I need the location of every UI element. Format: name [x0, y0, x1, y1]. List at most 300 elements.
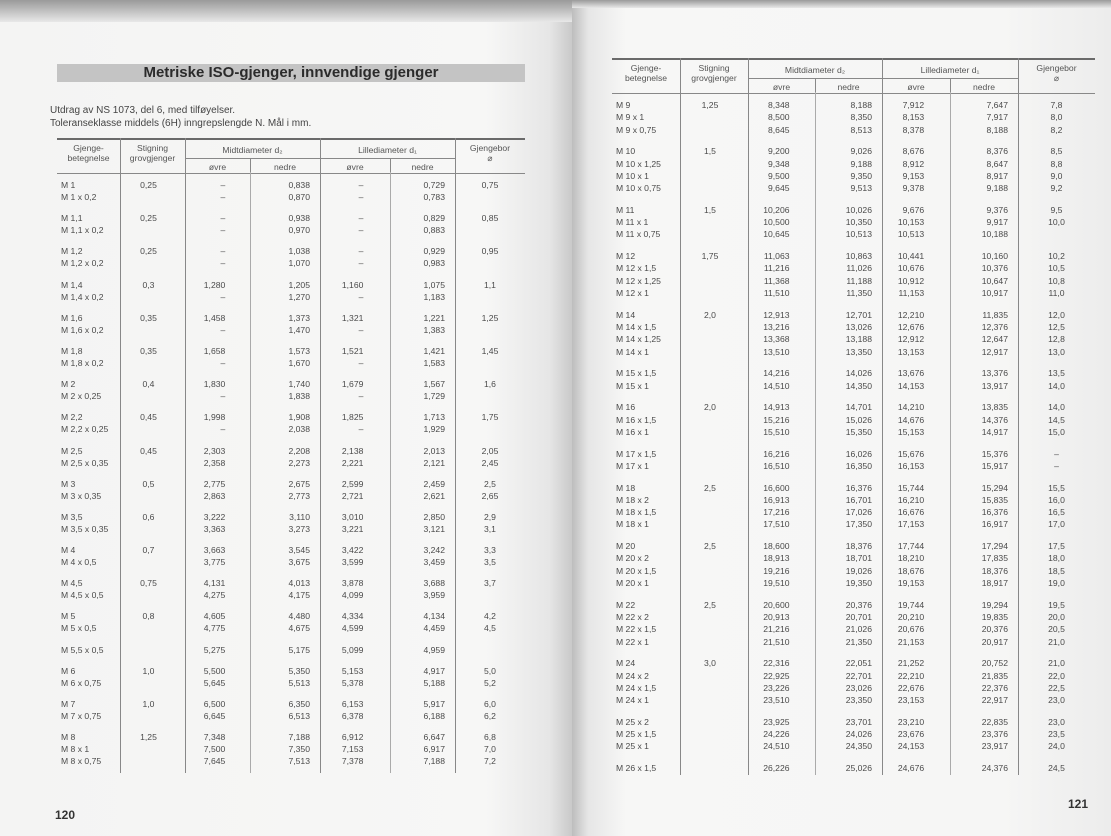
header-pitch-diameter: Midtdiameter d₂ — [784, 65, 846, 75]
table-row — [612, 426, 1095, 438]
column-divider — [390, 172, 391, 773]
pitch-dia-lower: 11,188 — [846, 275, 872, 286]
header-minor-diameter: Lillediameter d₁ — [920, 65, 980, 75]
thread-pitch: 0,25 — [140, 246, 157, 257]
thread-designation: M 10 x 1,25 — [616, 158, 661, 169]
thread-group — [612, 99, 1095, 145]
thread-designation: M 25 x 2 — [616, 716, 649, 727]
thread-designation: M 3,5 — [61, 511, 83, 522]
pitch-dia-lower: 5,175 — [288, 644, 310, 655]
thread-pitch: 1,25 — [701, 100, 719, 110]
thread-group — [612, 657, 1095, 716]
thread-designation: M 17 x 1 — [616, 460, 649, 471]
pitch-dia-upper: 9,500 — [768, 170, 790, 181]
pitch-dia-lower: 5,513 — [288, 677, 310, 688]
table-row — [612, 170, 1095, 182]
tap-drill: 21,0 — [1048, 658, 1065, 669]
tap-drill: 6,0 — [484, 699, 496, 709]
pitch-dia-upper: 4,275 — [203, 590, 226, 601]
thread-pitch: 1,5 — [704, 146, 716, 157]
table-row — [612, 518, 1095, 530]
minor-dia-upper: – — [358, 246, 364, 257]
minor-dia-upper: 15,153 — [897, 426, 925, 437]
minor-dia-lower: 2,121 — [423, 457, 445, 468]
pitch-dia-lower: 1,740 — [288, 379, 310, 390]
tap-drill: 23,0 — [1048, 695, 1065, 706]
minor-dia-upper: 8,153 — [902, 112, 925, 123]
page-title: Metriske ISO-gjenger, innvendige gjenger — [57, 64, 525, 82]
pitch-dia-lower: 23,350 — [845, 695, 872, 706]
header-designation: betegnelse — [624, 73, 668, 83]
tap-drill: 17,0 — [1048, 519, 1065, 530]
minor-dia-lower: 10,188 — [981, 229, 1008, 240]
thread-pitch: 0,45 — [140, 412, 157, 423]
pitch-dia-lower: 22,701 — [845, 670, 872, 681]
minor-dia-upper: 20,676 — [897, 624, 925, 635]
thread-pitch: 0,3 — [142, 279, 155, 290]
minor-dia-upper: – — [358, 424, 364, 435]
thread-group — [612, 401, 1095, 447]
thread-pitch: 0,75 — [140, 578, 157, 589]
pitch-dia-lower: 21,350 — [845, 636, 872, 647]
pitch-dia-lower: 13,026 — [845, 322, 872, 333]
minor-dia-upper: 2,138 — [341, 445, 364, 456]
table-row — [612, 552, 1095, 564]
thread-designation: M 24 x 2 — [616, 670, 649, 681]
minor-dia-lower: 23,376 — [981, 729, 1008, 740]
thread-designation: M 18 x 1 — [616, 519, 649, 530]
pitch-dia-lower: 13,188 — [845, 334, 872, 345]
table-row — [612, 716, 1095, 728]
minor-dia-upper: 3,599 — [341, 557, 364, 568]
tap-drill: 3,1 — [484, 523, 496, 534]
minor-dia-lower: 13,835 — [981, 402, 1008, 413]
table-row — [612, 99, 1095, 111]
minor-dia-lower: 22,917 — [981, 695, 1008, 706]
minor-dia-lower: 20,376 — [981, 624, 1008, 635]
pitch-dia-lower: 7,188 — [288, 732, 310, 743]
pitch-dia-lower: 3,273 — [288, 523, 310, 534]
thread-designation: M 4 — [61, 545, 76, 556]
tap-drill: 3,7 — [484, 578, 496, 589]
header-pitch: grovgjenger — [691, 73, 737, 83]
tap-drill: 6,8 — [484, 732, 496, 743]
pitch-dia-upper: 6,645 — [203, 711, 226, 721]
thread-designation: M 24 — [616, 658, 636, 669]
minor-dia-lower: 4,917 — [423, 665, 445, 676]
pitch-dia-upper: – — [220, 246, 226, 257]
thread-designation: M 22 x 1 — [616, 636, 649, 647]
minor-dia-lower: 6,917 — [423, 744, 445, 755]
minor-dia-upper: 9,676 — [902, 204, 925, 215]
pitch-dia-lower: 21,026 — [845, 624, 872, 635]
header-lower: nedre — [274, 162, 296, 172]
pitch-dia-upper: 14,510 — [763, 380, 790, 391]
header-designation: betegnelse — [67, 153, 110, 163]
thread-group — [612, 204, 1095, 250]
thread-pitch: 2,5 — [704, 541, 716, 552]
minor-dia-upper: 4,099 — [341, 590, 364, 601]
tap-drill: 9,2 — [1050, 183, 1063, 194]
pitch-dia-upper: 15,510 — [763, 426, 790, 437]
pitch-dia-upper: 3,222 — [203, 511, 226, 522]
pitch-dia-lower: 25,026 — [845, 763, 872, 774]
tap-drill: 21,0 — [1048, 636, 1065, 647]
thread-designation: M 4,5 — [61, 578, 83, 589]
minor-dia-lower: 5,917 — [423, 699, 445, 709]
pitch-dia-upper: – — [220, 258, 226, 269]
table-row — [612, 262, 1095, 274]
thread-designation: M 16 — [616, 402, 636, 413]
thread-designation: M 1,2 — [61, 246, 83, 257]
pitch-dia-lower: 8,350 — [850, 112, 872, 123]
minor-dia-lower: 9,188 — [986, 183, 1008, 194]
thread-designation: M 22 x 2 — [616, 612, 649, 622]
pitch-dia-upper: 24,510 — [763, 741, 790, 752]
minor-dia-lower: 1,075 — [423, 279, 445, 290]
thread-pitch: 3,0 — [704, 658, 716, 669]
tap-drill: 2,9 — [484, 511, 496, 522]
thread-pitch: 0,45 — [140, 445, 157, 456]
pitch-dia-lower: 16,701 — [845, 494, 872, 505]
thread-designation: M 24 x 1 — [616, 695, 649, 706]
minor-dia-lower: 1,421 — [423, 345, 445, 356]
minor-dia-lower: 15,294 — [981, 482, 1008, 493]
minor-dia-upper: 2,599 — [341, 478, 364, 489]
tap-drill: 10,5 — [1048, 263, 1065, 274]
pitch-dia-upper: 13,510 — [763, 346, 790, 357]
thread-designation: M 26 x 1,5 — [616, 763, 657, 774]
thread-designation: M 20 x 2 — [616, 553, 649, 564]
pitch-dia-lower: 2,773 — [288, 490, 310, 501]
thread-group — [612, 145, 1095, 204]
minor-dia-upper: 9,378 — [902, 183, 925, 194]
thread-designation: M 3,5 x 0,35 — [61, 523, 109, 534]
thread-designation: M 25 x 1,5 — [616, 729, 657, 740]
pitch-dia-lower: 10,026 — [845, 204, 872, 215]
thread-designation: M 16 x 1,5 — [616, 414, 657, 425]
thread-designation: M 9 x 0,75 — [616, 124, 657, 135]
minor-dia-lower: 16,376 — [981, 507, 1008, 518]
minor-dia-lower: 6,647 — [423, 732, 445, 743]
pitch-dia-lower: 14,026 — [845, 368, 872, 379]
pitch-dia-lower: 20,376 — [845, 599, 872, 610]
pitch-dia-upper: 10,500 — [763, 217, 790, 228]
tap-drill: 15,0 — [1048, 426, 1065, 437]
minor-dia-upper: 2,221 — [341, 457, 364, 468]
minor-dia-lower: 20,752 — [981, 658, 1008, 669]
pitch-dia-lower: 15,026 — [845, 414, 872, 425]
tap-drill: 4,5 — [484, 623, 496, 634]
header-designation: Gjenge- — [73, 143, 104, 153]
minor-dia-upper: – — [358, 192, 364, 202]
tap-drill: 19,5 — [1048, 599, 1065, 610]
minor-dia-lower: 2,013 — [423, 445, 445, 456]
minor-dia-upper: 12,912 — [897, 334, 925, 345]
minor-dia-lower: 8,917 — [986, 170, 1008, 181]
pitch-dia-upper: – — [220, 213, 226, 224]
tap-drill: 0,75 — [481, 180, 499, 190]
thread-designation: M 20 x 1,5 — [616, 565, 657, 576]
column-divider — [950, 92, 951, 775]
table-row — [612, 599, 1095, 611]
pitch-dia-upper: 16,913 — [763, 494, 790, 505]
tap-drill: 2,65 — [481, 490, 499, 501]
thread-designation: M 1 — [61, 180, 76, 190]
pitch-dia-upper: 2,863 — [203, 490, 226, 501]
thread-designation: M 22 x 1,5 — [616, 624, 657, 635]
minor-dia-lower: 5,188 — [423, 677, 445, 688]
header-drill: Gjengebor — [1036, 63, 1077, 73]
minor-dia-upper: – — [358, 213, 364, 224]
minor-dia-lower: 1,713 — [423, 412, 445, 423]
thread-designation: M 11 x 1 — [616, 217, 649, 228]
pitch-dia-lower: 4,675 — [288, 623, 310, 634]
minor-dia-upper: 7,912 — [902, 100, 925, 110]
pitch-dia-lower: 4,480 — [288, 611, 310, 622]
header-pitch-diameter: Midtdiameter d₂ — [222, 145, 283, 155]
tap-drill: 7,2 — [484, 756, 496, 767]
thread-designation: M 2,5 x 0,35 — [61, 457, 109, 468]
tap-drill: 17,5 — [1048, 541, 1065, 552]
minor-dia-upper: 22,676 — [897, 682, 925, 693]
pitch-dia-upper: 9,645 — [768, 183, 790, 194]
column-divider — [680, 58, 681, 775]
minor-dia-lower: 1,929 — [423, 424, 445, 435]
minor-dia-upper: 21,252 — [897, 658, 925, 669]
tap-drill: 1,75 — [481, 412, 499, 423]
tap-drill: 22,5 — [1048, 682, 1065, 693]
minor-dia-lower: 4,134 — [423, 611, 445, 622]
minor-dia-lower: 14,917 — [981, 426, 1008, 437]
thread-designation: M 15 x 1,5 — [616, 368, 657, 379]
table-row — [612, 275, 1095, 287]
pitch-dia-lower: 9,188 — [850, 158, 872, 169]
minor-dia-lower: 21,835 — [981, 670, 1008, 681]
minor-dia-lower: 10,917 — [981, 288, 1008, 299]
minor-dia-upper: 6,912 — [341, 732, 364, 743]
tap-drill: 1,6 — [484, 379, 496, 390]
minor-dia-upper: 10,513 — [897, 229, 925, 240]
tap-drill: 8,2 — [1050, 124, 1063, 135]
minor-dia-upper: 8,378 — [902, 124, 925, 135]
page-number: 120 — [55, 808, 76, 822]
minor-dia-lower: 6,188 — [423, 711, 445, 721]
minor-dia-lower: 1,383 — [423, 324, 445, 335]
thread-pitch: 2,5 — [704, 599, 716, 610]
pitch-dia-lower: 9,026 — [850, 146, 872, 157]
table-row — [612, 740, 1095, 752]
tap-drill: 23,0 — [1048, 716, 1065, 727]
thread-designation: M 24 x 1,5 — [616, 682, 657, 693]
tap-drill: 8,8 — [1050, 158, 1063, 169]
thread-table-left — [57, 138, 525, 776]
pitch-dia-upper: – — [220, 225, 226, 236]
minor-dia-lower: 19,294 — [981, 599, 1008, 610]
pitch-dia-upper: 23,925 — [763, 716, 790, 727]
pitch-dia-upper: 12,913 — [763, 309, 790, 320]
pitch-dia-lower: 16,376 — [845, 482, 872, 493]
pitch-dia-lower: 0,870 — [288, 192, 310, 202]
table-row — [612, 346, 1095, 358]
header-pitch: Stigning — [136, 143, 169, 153]
minor-dia-lower: 13,917 — [981, 380, 1008, 391]
header-drill-symbol: ⌀ — [487, 153, 493, 163]
thread-designation: M 14 — [616, 309, 636, 320]
pitch-dia-lower: 19,350 — [845, 578, 872, 589]
column-divider — [815, 92, 816, 775]
thread-pitch: 2,0 — [704, 402, 716, 413]
pitch-dia-upper: – — [220, 291, 226, 302]
pitch-dia-upper: 23,226 — [763, 682, 790, 693]
thread-designation: M 2 x 0,25 — [61, 391, 102, 402]
minor-dia-upper: 23,210 — [897, 716, 925, 727]
pitch-dia-lower: 3,110 — [289, 511, 310, 522]
pitch-dia-lower: 2,675 — [288, 478, 310, 489]
tap-drill: 22,0 — [1048, 670, 1065, 681]
minor-dia-lower: 7,188 — [423, 756, 445, 767]
table-row — [612, 309, 1095, 321]
minor-dia-upper: 18,210 — [897, 553, 925, 564]
header-minor-diameter: Lillediameter d₁ — [358, 145, 417, 155]
minor-dia-lower: 1,567 — [423, 379, 445, 390]
pitch-dia-lower: 23,701 — [845, 716, 872, 727]
header-drill: Gjengebor — [469, 143, 511, 153]
pitch-dia-upper: – — [220, 424, 226, 435]
minor-dia-lower: 23,917 — [981, 741, 1008, 752]
table-row — [612, 762, 1095, 774]
table-row — [612, 611, 1095, 623]
pitch-dia-upper: 9,200 — [768, 146, 790, 157]
minor-dia-upper: 8,912 — [902, 158, 925, 169]
thread-pitch: 0,5 — [142, 478, 155, 489]
pitch-dia-lower: 1,070 — [288, 258, 310, 269]
table-row — [612, 577, 1095, 589]
thread-table-right — [612, 58, 1095, 784]
minor-dia-upper: 17,744 — [897, 541, 925, 552]
tap-drill: 2,5 — [484, 478, 496, 489]
table-row — [612, 506, 1095, 518]
thread-designation: M 1 x 0,2 — [61, 192, 97, 202]
minor-dia-upper: – — [358, 225, 364, 236]
pitch-dia-lower: 0,970 — [288, 225, 310, 236]
pitch-dia-upper: 11,368 — [763, 275, 790, 286]
pitch-dia-upper: 18,913 — [763, 553, 790, 564]
pitch-dia-upper: – — [220, 357, 226, 368]
minor-dia-upper: 23,153 — [897, 695, 925, 706]
pitch-dia-lower: 20,701 — [845, 612, 872, 622]
pitch-dia-upper: 14,216 — [763, 368, 790, 379]
tap-drill: 13,0 — [1048, 346, 1065, 357]
minor-dia-lower: 4,959 — [423, 644, 445, 655]
table-row — [612, 145, 1095, 157]
header-pitch: Stigning — [698, 63, 730, 73]
minor-dia-lower: 3,242 — [423, 545, 445, 556]
pitch-dia-upper: 8,645 — [768, 124, 790, 135]
pitch-dia-lower: 16,350 — [845, 460, 872, 471]
pitch-dia-upper: 22,925 — [763, 670, 790, 681]
pitch-dia-upper: 10,206 — [763, 204, 790, 215]
thread-group — [612, 367, 1095, 401]
minor-dia-upper: – — [358, 291, 364, 302]
pitch-dia-upper: 20,913 — [763, 612, 790, 622]
thread-designation: M 4,5 x 0,5 — [61, 590, 104, 601]
pitch-dia-upper: 3,775 — [203, 557, 226, 568]
thread-designation: M 18 — [616, 482, 636, 493]
pitch-dia-lower: 6,350 — [288, 699, 310, 709]
pitch-dia-lower: 24,026 — [845, 729, 872, 740]
table-row — [612, 287, 1095, 299]
thread-designation: M 3 x 0,35 — [61, 490, 102, 501]
thread-designation: M 7 x 0,75 — [61, 711, 102, 721]
minor-dia-lower: 12,376 — [981, 322, 1008, 333]
minor-dia-upper: – — [358, 180, 364, 190]
pitch-dia-lower: 5,350 — [288, 665, 310, 676]
thread-designation: M 11 — [616, 204, 635, 215]
header-lower: nedre — [411, 162, 434, 172]
thread-designation: M 12 — [616, 251, 636, 262]
header-lower: nedre — [837, 82, 860, 92]
pitch-dia-lower: 14,350 — [845, 380, 872, 391]
table-row — [612, 494, 1095, 506]
thread-designation: M 14 x 1,5 — [616, 322, 657, 333]
thread-designation: M 25 x 1 — [616, 741, 649, 752]
table-row — [612, 623, 1095, 635]
thread-designation: M 5,5 x 0,5 — [61, 644, 104, 655]
header-upper: øvre — [208, 162, 227, 172]
thread-designation: M 1,4 — [61, 279, 83, 290]
tap-drill: 11,0 — [1048, 288, 1065, 299]
pitch-dia-upper: 15,216 — [763, 414, 790, 425]
minor-dia-lower: 0,829 — [423, 213, 445, 224]
pitch-dia-lower: 9,350 — [850, 170, 872, 181]
pitch-dia-upper: – — [220, 192, 226, 202]
minor-dia-lower: 16,917 — [981, 519, 1008, 530]
table-row — [612, 565, 1095, 577]
minor-dia-lower: 20,917 — [981, 636, 1008, 647]
tap-drill: 13,5 — [1048, 368, 1065, 379]
thread-group — [612, 540, 1095, 599]
tap-drill: 10,2 — [1048, 251, 1065, 262]
thread-group — [612, 599, 1095, 658]
minor-dia-lower: 15,917 — [981, 460, 1008, 471]
pitch-dia-upper: 4,605 — [203, 611, 226, 622]
minor-dia-upper: 24,153 — [897, 741, 925, 752]
tap-drill: 23,5 — [1048, 729, 1065, 740]
tap-drill: – — [1054, 460, 1059, 471]
page-shadow — [572, 0, 1111, 8]
thread-designation: M 14 x 1 — [616, 346, 649, 357]
thread-designation: M 20 — [616, 541, 636, 552]
pitch-dia-lower: 22,051 — [845, 658, 872, 669]
pitch-dia-upper: 4,131 — [203, 578, 226, 589]
pitch-dia-upper: 16,510 — [763, 460, 790, 471]
minor-dia-upper: 12,210 — [897, 309, 925, 320]
thread-pitch: 0,8 — [142, 611, 155, 622]
pitch-dia-upper: 1,998 — [203, 412, 226, 423]
tap-drill: 12,8 — [1048, 334, 1065, 345]
minor-dia-upper: 6,153 — [341, 699, 364, 709]
table-row — [612, 540, 1095, 552]
minor-dia-lower: 2,850 — [423, 511, 445, 522]
minor-dia-lower: 12,917 — [981, 346, 1008, 357]
thread-designation: M 11 x 0,75 — [616, 229, 661, 240]
thread-designation: M 12 x 1,5 — [616, 263, 657, 274]
thread-group — [612, 482, 1095, 541]
table-row — [612, 124, 1095, 136]
tap-drill: 3,3 — [484, 545, 496, 556]
thread-pitch: 1,75 — [701, 251, 719, 262]
